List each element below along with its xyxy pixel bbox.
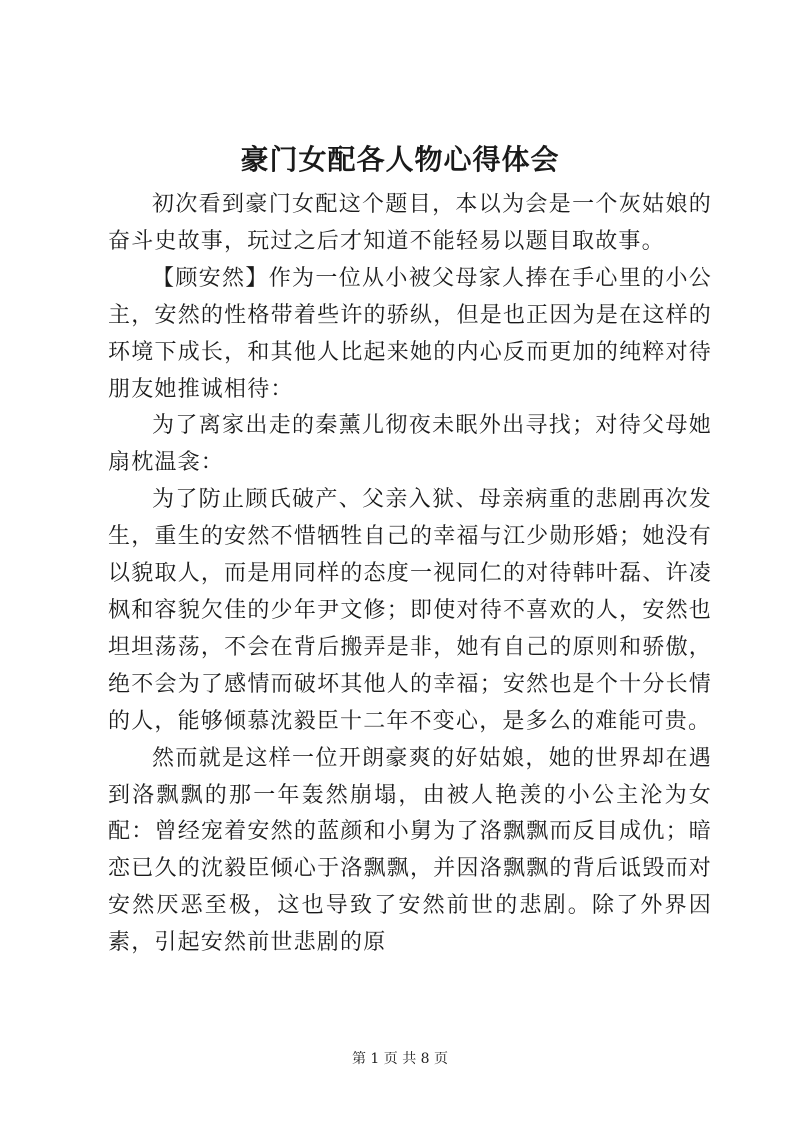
page-footer: 第 1 页 共 8 页: [351, 1051, 449, 1067]
paragraph-rebirth: 为了防止顾氏破产、父亲入狱、母亲病重的悲剧再次发生，重生的安然不惜牺牲自己的幸福与江少勋形婚；她没有以貌取人，而是用同样的态度一视同仁的对待韩叶磊、许凌枫和容貌欠佳的少年尹文修；即使对待不喜欢的人，安然也坦坦荡荡，不会在背后搬弄是非，她有自己的原则和骄傲，绝不会为了感情而破坏其他人的幸福；安然也是个十分长情的人，能够倾慕沈毅臣十二年不变心，是多么的难能可贵。: [108, 487, 712, 734]
paragraph-family: 为了离家出走的秦薰儿彻夜未眠外出寻找；对待父母她扇枕温衾：: [108, 413, 712, 476]
paragraph-intro: 初次看到豪门女配这个题目，本以为会是一个灰姑娘的奋斗史故事，玩过之后才知道不能轻易以题目取故事。: [108, 192, 712, 254]
document-title: 豪门女配各人物心得体会: [240, 143, 560, 176]
paragraph-tragedy: 然而就是这样一位开朗豪爽的好姑娘，她的世界却在遇到洛飘飘的那一年轰然崩塌，由被人艳羡的小公主沦为女配：曾经宠着安然的蓝颜和小舅为了洛飘飘而反目成仇；暗恋已久的沈毅臣倾心于洛飘飘，并因洛飘飘的背后诋毁而对安然厌恶至极，这也导致了安然前世的悲剧。除了外界因素，引起安然前世悲剧的原: [108, 745, 712, 956]
document-body: [108, 187, 712, 962]
paragraph-gu-anran: 【顾安然】作为一位从小被父母家人捧在手心里的小公主，安然的性格带着些许的骄纵，但是也正因为是在这样的环境下成长，和其他人比起来她的内心反而更加的纯粹对待朋友她推诚相待：: [108, 265, 712, 402]
